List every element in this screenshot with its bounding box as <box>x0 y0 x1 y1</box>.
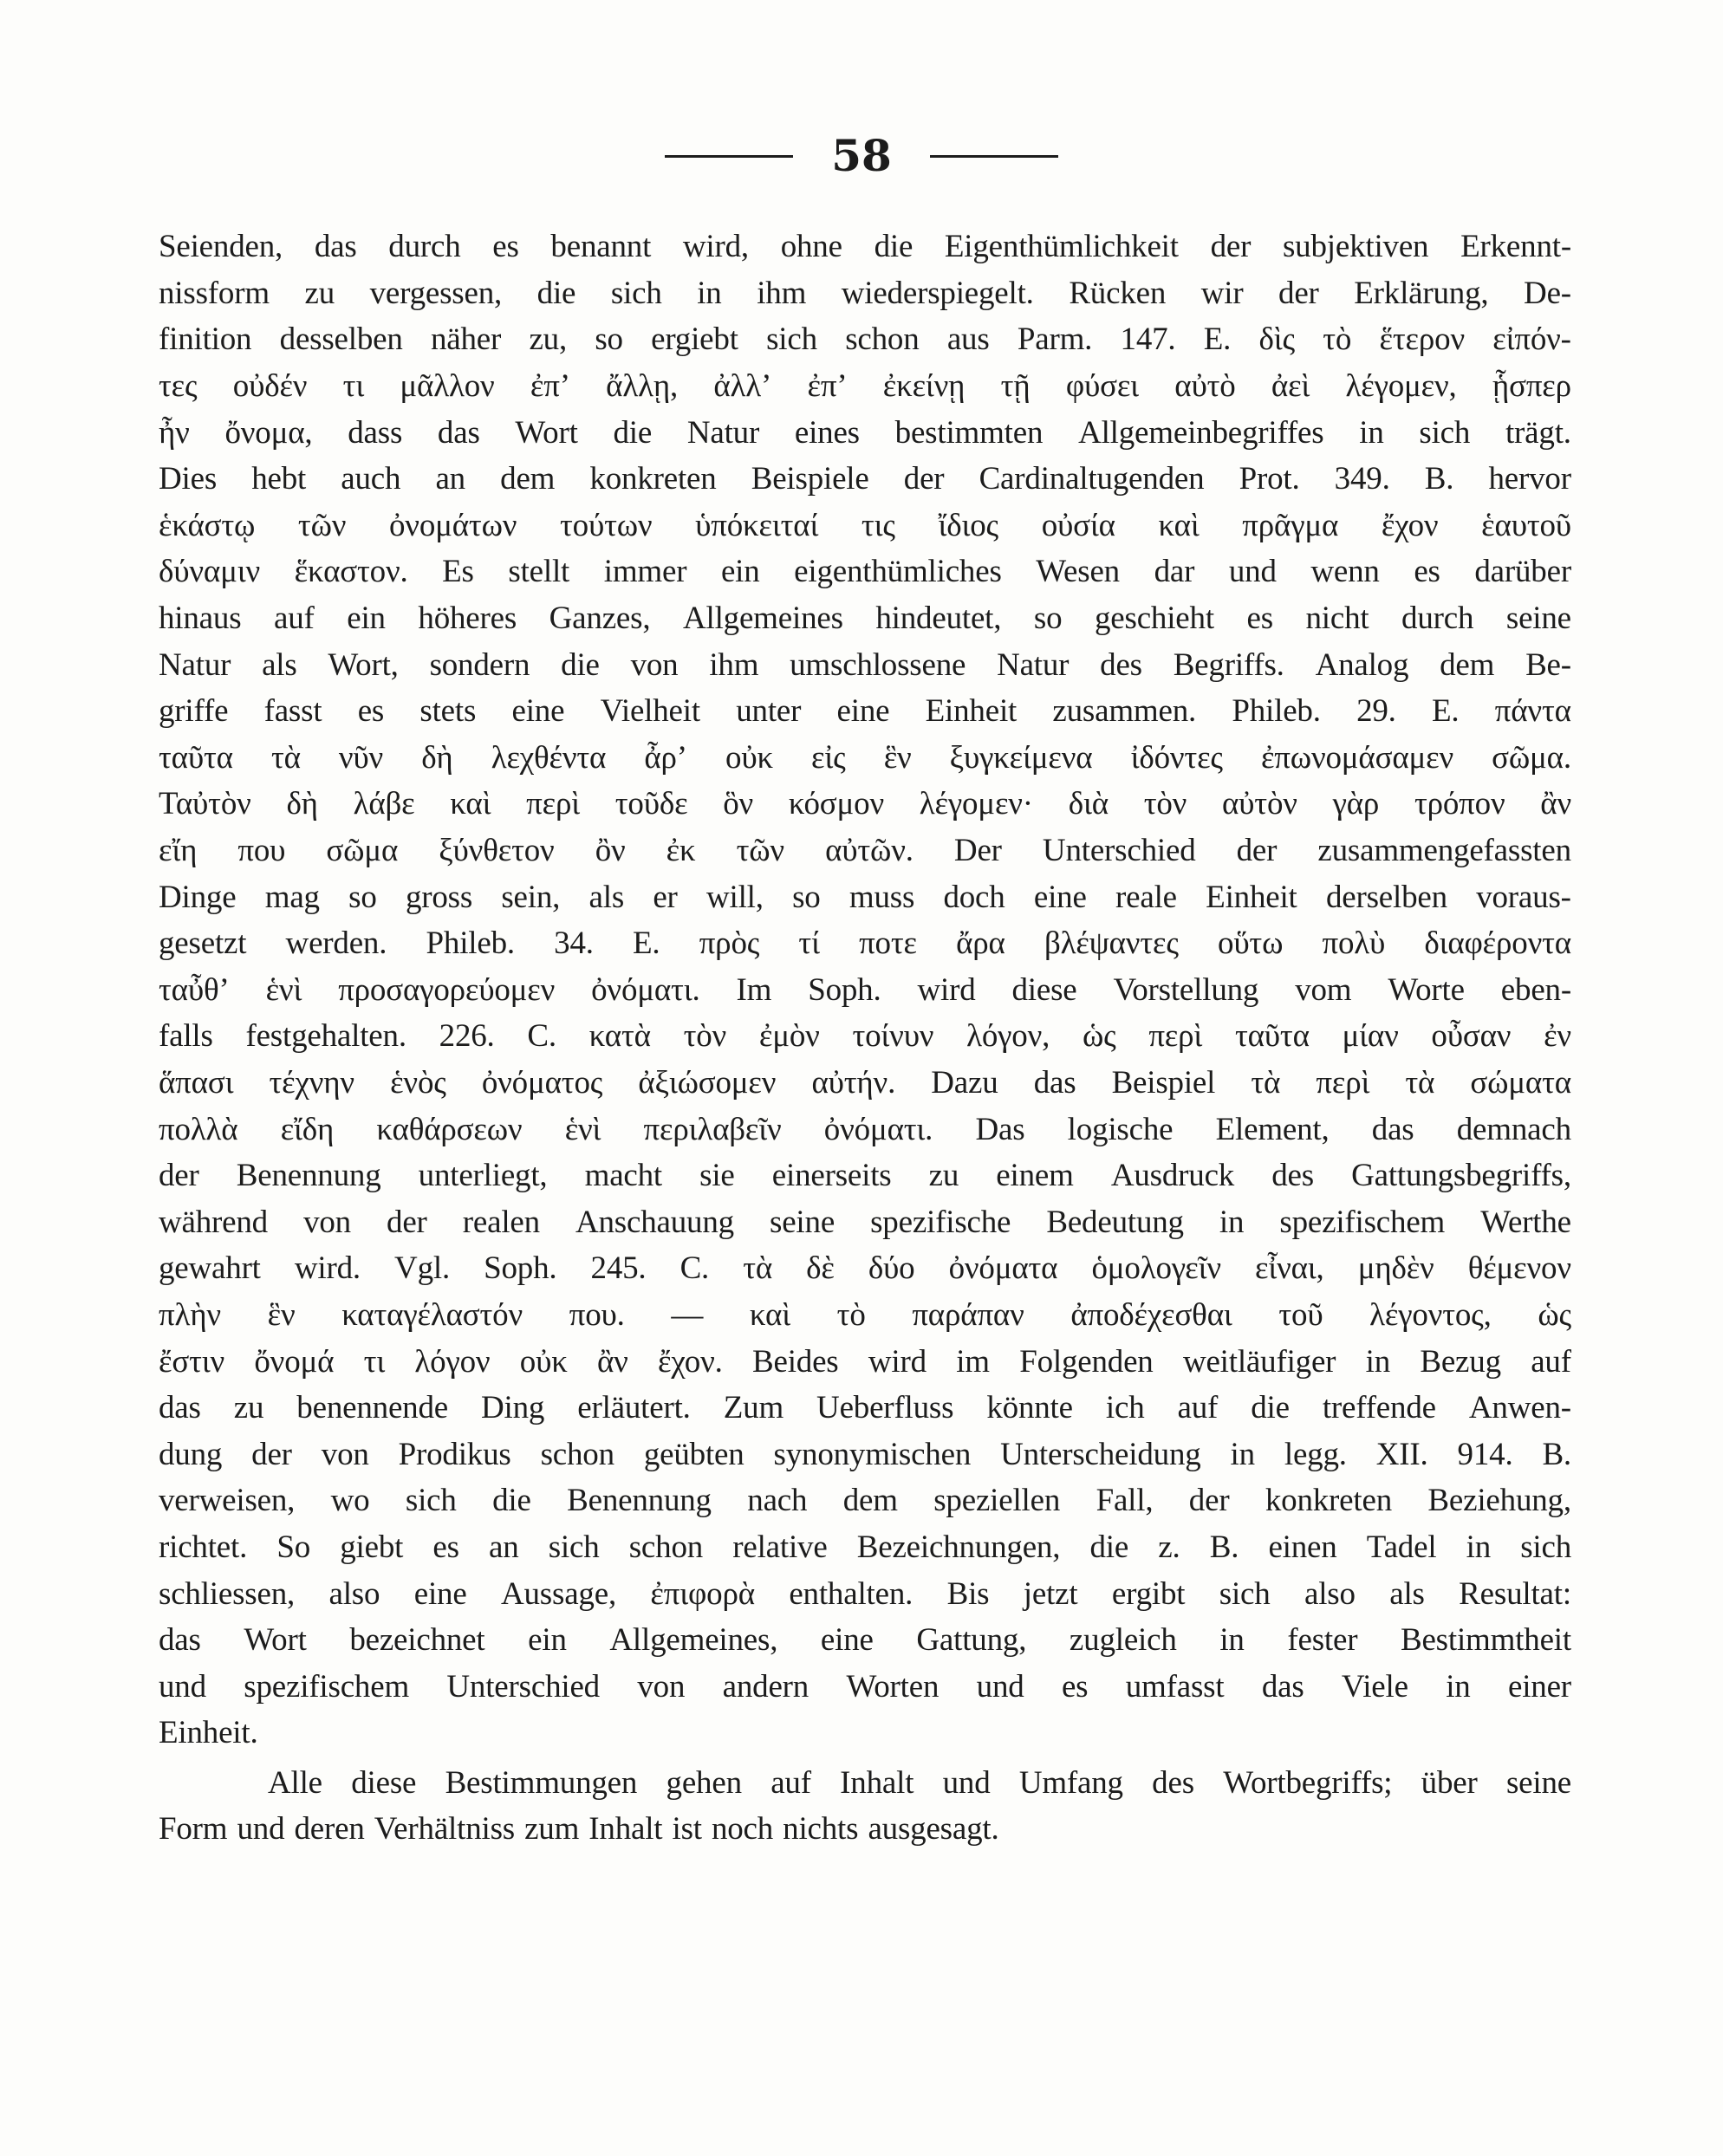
text-line: Natur als Wort, sondern die von ihm umschlossene Natur des Begriffs. Analog dem Be- <box>159 646 1571 683</box>
text-line: während von der realen Anschauung seine spezifische Bedeutung in spezifischem Werthe <box>159 1204 1571 1240</box>
header-rule-right <box>930 155 1058 158</box>
text-line: nissform zu vergessen, die sich in ihm wiederspiegelt. Rücken wir der Erklärung, De- <box>159 275 1571 311</box>
text-line: δύναμιν ἕκαστον. Es stellt immer ein eigenthümliches Wesen dar und wenn es darüber <box>159 554 1571 590</box>
text-line: τες οὐδέν τι μᾶλλον ἐπ’ ἄλλῃ, ἀλλ’ ἐπ’ ἐκείνῃ τῇ φύσει αὐτὸ ἀεὶ λέγομεν, ᾗσπερ <box>159 368 1571 405</box>
text-line: ταῦτα τὰ νῦν δὴ λεχθέντα ἆρ’ οὐκ εἰς ἓν ξυγκείμενα ἰδόντες ἐπωνομάσαμεν σῶμα. <box>159 739 1571 776</box>
text-line: der Benennung unterliegt, macht sie einerseits zu einem Ausdruck des Gattungsbegriffs, <box>159 1158 1571 1194</box>
text-line: Dies hebt auch an dem konkreten Beispiele der Cardinaltugenden Prot. 349. B. hervor <box>159 461 1571 497</box>
text-line: das zu benennende Ding erläutert. Zum Ueberfluss könnte ich auf die treffende Anwen- <box>159 1390 1571 1426</box>
text-line: dung der von Prodikus schon geübten synonymischen Unterscheidung in legg. XII. 914. B. <box>159 1436 1571 1472</box>
text-line: πολλὰ εἴδη καθάρσεων ἑνὶ περιλαβεῖν ὀνόματι. Das logische Element, das demnach <box>159 1111 1571 1147</box>
text-line: griffe fasst es stets eine Vielheit unter eine Einheit zusammen. Phileb. 29. E. πάντα <box>159 693 1571 730</box>
text-line-last: Einheit. <box>159 1715 258 1751</box>
text-line: ἔστιν ὄνομά τι λόγον οὐκ ἂν ἔχον. Beides wird im Folgenden weitläufiger in Bezug auf <box>159 1343 1571 1380</box>
text-line: schliessen, also eine Aussage, ἐπιφορὰ enthalten. Bis jetzt ergibt sich also als Resultat: <box>159 1575 1571 1612</box>
text-line: finition desselben näher zu, so ergiebt sich schon aus Parm. 147. E. δὶς τὸ ἕτερον εἰπόν- <box>159 321 1571 358</box>
text-line: gewahrt wird. Vgl. Soph. 245. C. τὰ δὲ δύο ὀνόματα ὁμολογεῖν εἶναι, μηδὲν θέμενον <box>159 1250 1571 1287</box>
text-line: πλὴν ἓν καταγέλαστόν που. — καὶ τὸ παράπαν ἀποδέχεσθαι τοῦ λέγοντος, ὡς <box>159 1296 1571 1333</box>
paragraph-1 <box>159 224 1571 1757</box>
text-line: εἴη που σῶμα ξύνθετον ὂν ἐκ τῶν αὐτῶν. Der Unterschied der zusammengefassten <box>159 833 1571 869</box>
text-line: Ταὐτὸν δὴ λάβε καὶ περὶ τοῦδε ὃν κόσμον λέγομεν· διὰ τὸν αὐτὸν γὰρ τρόπον ἂν <box>159 786 1571 822</box>
text-line: ἑκάστῳ τῶν ὀνομάτων τούτων ὑπόκειταί τις ἴδιος οὐσία καὶ πρᾶγμα ἔχον ἑαυτοῦ <box>159 507 1571 543</box>
text-line: falls festgehalten. 226. C. κατὰ τὸν ἐμὸν τοίνυν λόγον, ὡς περὶ ταῦτα μίαν οὖσαν ἐν <box>159 1018 1571 1055</box>
header-rule-left <box>665 155 793 158</box>
text-line: richtet. So giebt es an sich schon relative Bezeichnungen, die z. B. einen Tadel in sich <box>159 1529 1571 1565</box>
text-line: ταὖθ’ ἑνὶ προσαγορεύομεν ὀνόματι. Im Soph. wird diese Vorstellung vom Worte eben- <box>159 971 1571 1008</box>
paragraph-2 <box>159 1760 1571 1853</box>
text-line: Alle diese Bestimmungen gehen auf Inhalt und Umfang des Wortbegriffs; über seine <box>268 1764 1571 1801</box>
page-number: 58 <box>831 130 892 181</box>
text-line: gesetzt werden. Phileb. 34. E. πρὸς τί ποτε ἄρα βλέψαντες οὕτω πολὺ διαφέροντα <box>159 925 1571 962</box>
text-line: verweisen, wo sich die Benennung nach dem speziellen Fall, der konkreten Beziehung, <box>159 1483 1571 1519</box>
text-line: das Wort bezeichnet ein Allgemeines, eine Gattung, zugleich in fester Bestimmtheit <box>159 1622 1571 1659</box>
text-line: Seienden, das durch es benannt wird, ohne die Eigenthümlichkeit der subjektiven Erkennt- <box>159 229 1571 265</box>
text-line: Dinge mag so gross sein, als er will, so muss doch eine reale Einheit derselben voraus- <box>159 879 1571 915</box>
page-header <box>0 130 1723 182</box>
text-line: und spezifischem Unterschied von andern Worten und es umfasst das Viele in einer <box>159 1668 1571 1705</box>
text-line-last: Form und deren Verhältniss zum Inhalt ist noch nichts ausgesagt. <box>159 1811 999 1848</box>
text-line: ἦν ὄνομα, dass das Wort die Natur eines bestimmten Allgemeinbegriffes in sich trägt. <box>159 414 1571 451</box>
text-line: ἅπασι τέχνην ἑνὸς ὀνόματος ἀξιώσομεν αὐτήν. Dazu das Beispiel τὰ περὶ τὰ σώματα <box>159 1064 1571 1101</box>
text-line: hinaus auf ein höheres Ganzes, Allgemeines hindeutet, so geschieht es nicht durch seine <box>159 601 1571 637</box>
body-text <box>159 224 1571 1853</box>
